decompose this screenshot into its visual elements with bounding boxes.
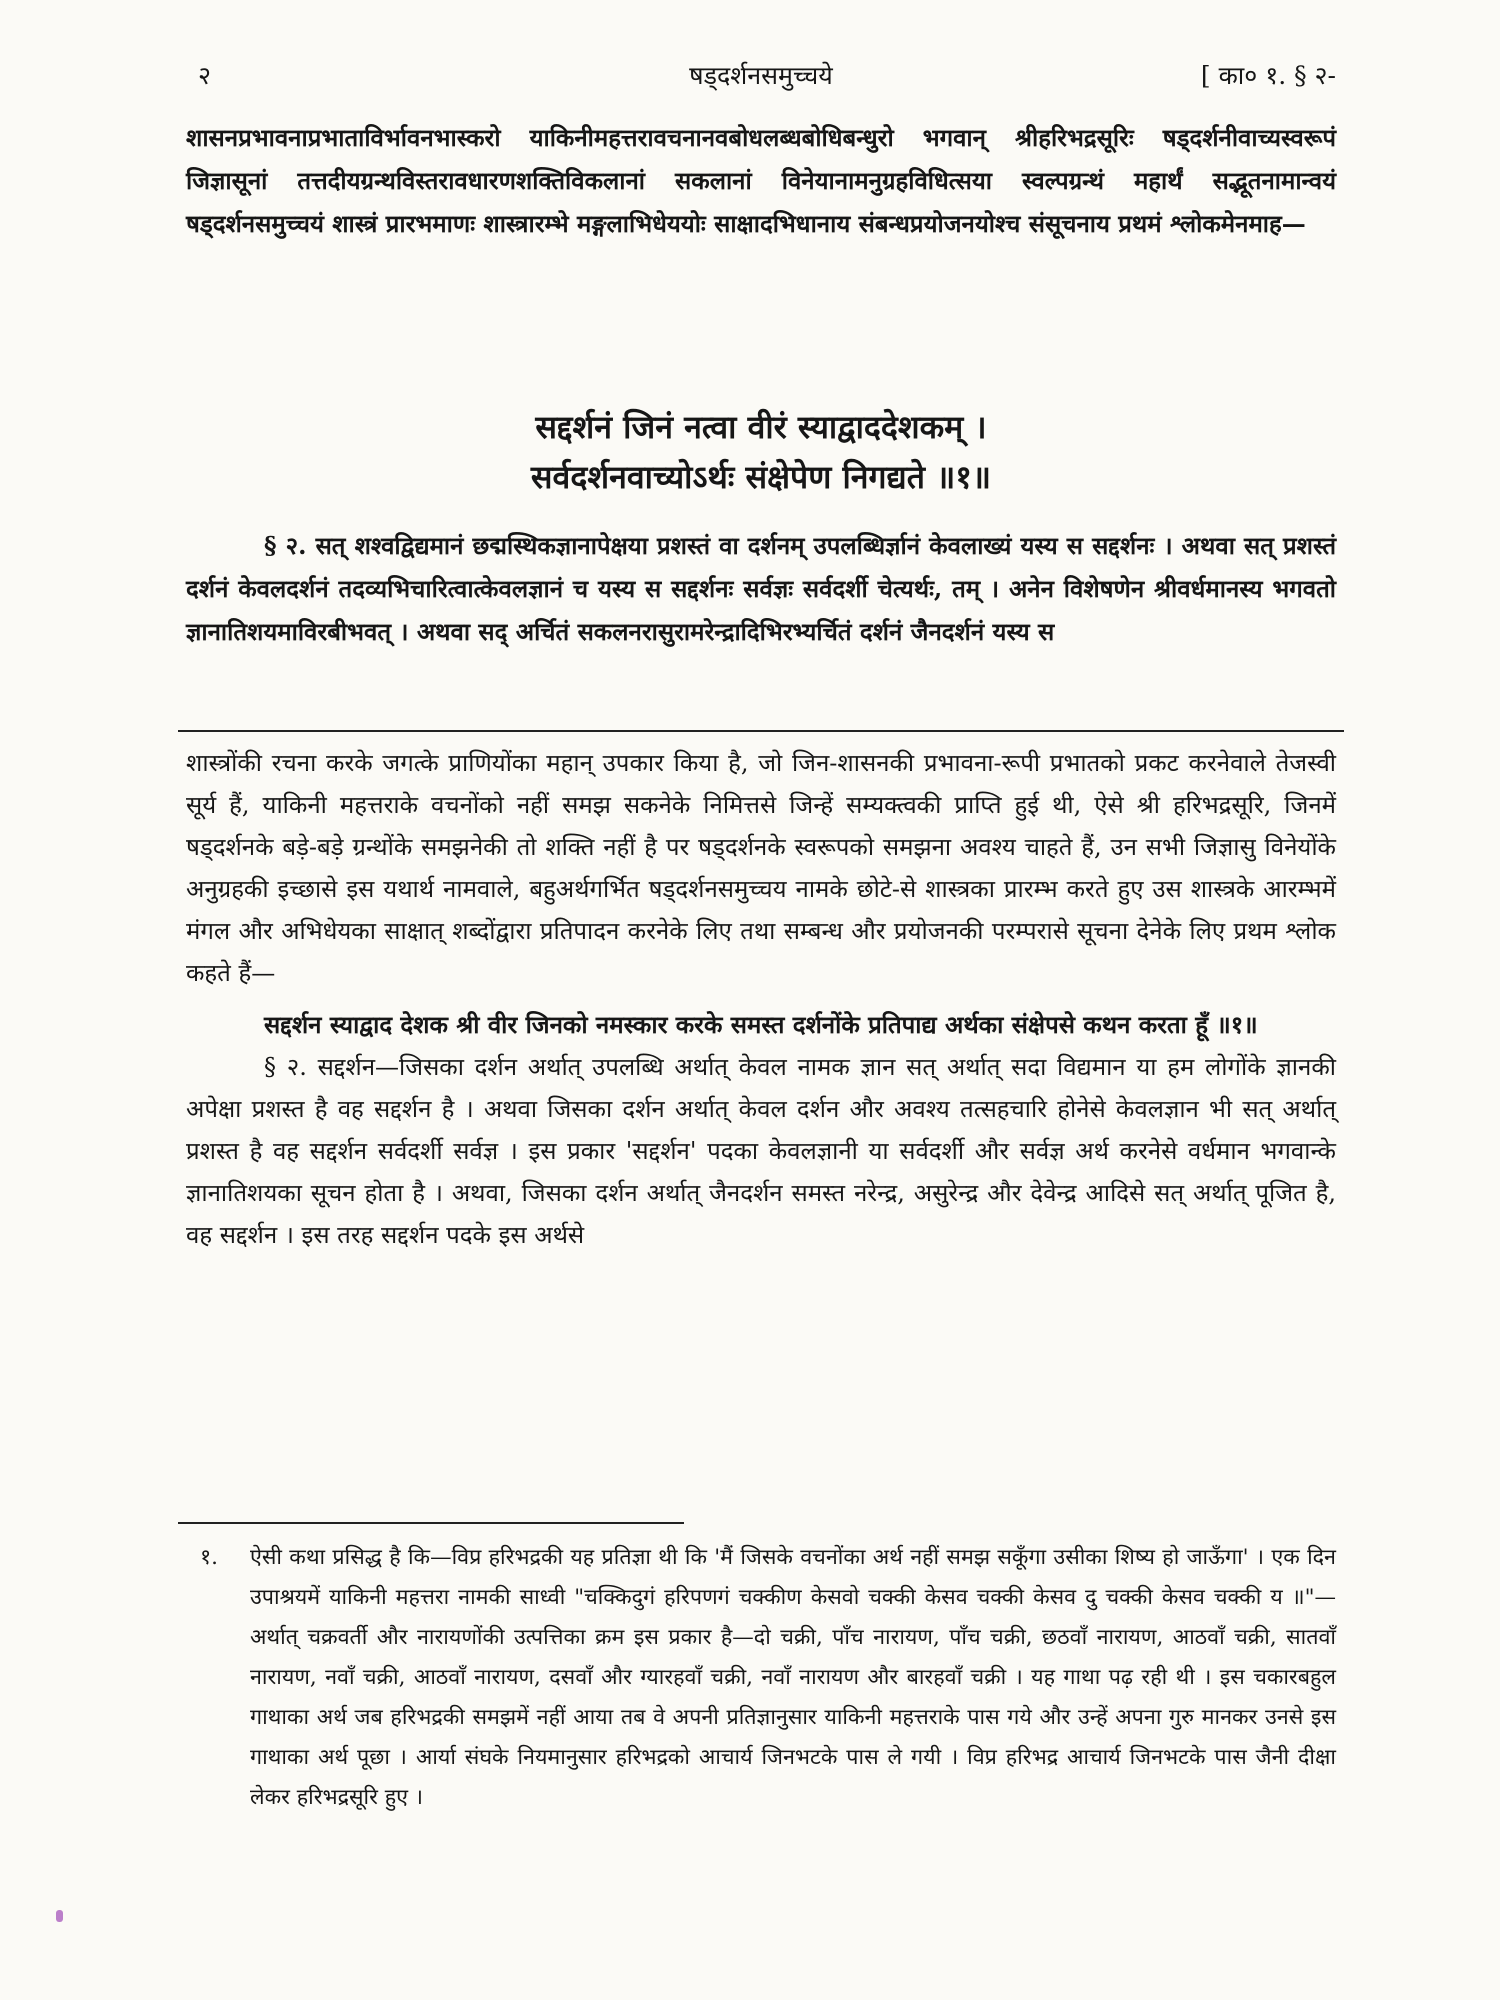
hindi-paragraph-1: शास्त्रोंकी रचना करके जगत्के प्राणियोंका महान् उपकार किया है, जो जिन-शासनकी प्रभावना-रूपी प्रभातको प्रकट करनेवाले तेजस्वी सूर्य हैं, याकिनी महत्तराके वचनोंको नहीं समझ सकनेके निमित्तसे जिन्हें सम्यक्त्वकी प्राप्ति हुई थी, ऐसे श्री हरिभद्रसूरि, जिनमें षड्दर्शनके बड़े-बड़े ग्रन्थोंके समझनेकी तो शक्ति नहीं है पर षड्दर्शनके स्वरूपको समझना अवश्य चाहते हैं, उन सभी जिज्ञासु विनेयोंके अनुग्रहकी इच्छासे इस यथार्थ नामवाले, बहुअर्थगर्भित षड्दर्शनसमुच्चय नामके छोटे-से शास्त्रका प्रारम्भ करते हुए उस शास्त्रके आरम्भमें मंगल और अभिधेयका साक्षात् शब्दोंद्वारा प्रतिपादन करनेके लिए तथा सम्बन्ध और प्रयोजनकी परम्परासे सूचना देनेके लिए प्रथम श्लोक कहते हैं— [186, 749, 1336, 987]
hindi-paragraph-2: § २. सद्दर्शन—जिसका दर्शन अर्थात् उपलब्धि अर्थात् केवल नामक ज्ञान सत् अर्थात् सदा विद्यमान या हम लोगोंके ज्ञानकी अपेक्षा प्रशस्त है वह सद्दर्शन है । अथवा जिसका दर्शन अर्थात् केवल दर्शन और अवश्य तत्सहचारि होनेसे केवलज्ञान भी सत् अर्थात् प्रशस्त है वह सद्दर्शन सर्वदर्शी सर्वज्ञ । इस प्रकार 'सद्दर्शन' पदका केवलज्ञानी या सर्वदर्शी और सर्वज्ञ अर्थ करनेसे वर्धमान भगवान्के ज्ञानातिशयका सूचन होता है । अथवा, जिसका दर्शन अर्थात् जैनदर्शन समस्त नरेन्द्र, असुरेन्द्र और देवेन्द्र आदिसे सत् अर्थात् पूजित है, वह सद्दर्शन । इस तरह सद्दर्शन पदके इस अर्थसे [186, 1053, 1336, 1249]
footnote [186, 1538, 1336, 1818]
text-divider [178, 730, 1344, 732]
sanskrit-introduction: शासनप्रभावनाप्रभाताविर्भावनभास्करो याकिनीमहत्तरावचनानवबोधलब्धबोधिबन्धुरो भगवान् श्रीहरिभद्रसूरिः षड्दर्शनीवाच्यस्वरूपं जिज्ञासूनां तत्तदीयग्रन्थविस्तरावधारणशक्तिविकलानां सकलानां विनेयानामनुग्रहविधित्सया स्वल्पग्रन्थं महार्थं सद्भूतनामान्वयं षड्दर्शनसमुच्चयं शास्त्रं प्रारभमाणः शास्त्रारम्भे मङ्गलाभिधेययोः साक्षादभिधानाय संबन्धप्रयोजनयोश्च संसूचनाय प्रथमं श्लोकमेनमाह— [186, 123, 1336, 238]
page-number: २ [198, 61, 212, 90]
verse-translation: सद्दर्शन स्याद्वाद देशक श्री वीर जिनको नमस्कार करके समस्त दर्शनोंके प्रतिपाद्य अर्थका संक्षेपसे कथन करता हूँ ॥१॥ [264, 1010, 1258, 1039]
verse-line-1: सद्दर्शनं जिनं नत्वा वीरं स्याद्वाददेशकम् । [535, 408, 987, 446]
running-header [186, 58, 1336, 98]
section-reference: [ का० १. § २- [1200, 61, 1336, 90]
hindi-translation [186, 742, 1336, 1256]
verse-block [186, 402, 1336, 502]
running-title: षड्दर्शनसमुच्चये [689, 61, 833, 90]
footnote-divider [178, 1522, 684, 1524]
footnote-text: ऐसी कथा प्रसिद्ध है कि—विप्र हरिभद्रकी यह प्रतिज्ञा थी कि 'मैं जिसके वचनोंका अर्थ नहीं समझ सकूँगा उसीका शिष्य हो जाऊँगा' । एक दिन उपाश्रयमें याकिनी महत्तरा नामकी साध्वी "चक्किदुगं हरिपणगं चक्कीण केसवो चक्की केसव चक्की केसव दु चक्की केसव चक्की य ॥"—अर्थात् चक्रवर्ती और नारायणोंकी उत्पत्तिका क्रम इस प्रकार है—दो चक्री, पाँच नारायण, पाँच चक्री, छठवाँ नारायण, आठवाँ चक्री, सातवाँ नारायण, नवाँ चक्री, आठवाँ नारायण, दसवाँ और ग्यारहवाँ चक्री, नवाँ नारायण और बारहवाँ चक्री । यह गाथा पढ़ रही थी । इस चकारबहुल गाथाका अर्थ जब हरिभद्रकी समझमें नहीं आया तब वे अपनी प्रतिज्ञानुसार याकिनी महत्तराके पास गये और उन्हें अपना गुरु मानकर उनसे इस गाथाका अर्थ पूछा । आर्या संघके नियमानुसार हरिभद्रको आचार्य जिनभटके पास ले गयी । विप्र हरिभद्र आचार्य जिनभटके पास जैनी दीक्षा लेकर हरिभद्रसूरि हुए । [250, 1545, 1336, 1810]
footnote-number: १. [200, 1545, 219, 1570]
verse-line-2: सर्वदर्शनवाच्योऽर्थः संक्षेपेण निगद्यते ॥१॥ [530, 458, 992, 496]
sanskrit-commentary: § २. सत् शश्वद्विद्यमानं छद्मस्थिकज्ञानापेक्षया प्रशस्तं वा दर्शनम् उपलब्धिर्ज्ञानं केवलाख्यं यस्य स सद्दर्शनः । अथवा सत् प्रशस्तं दर्शनं केवलदर्शनं तदव्यभिचारित्वात्केवलज्ञानं च यस्य स सद्दर्शनः सर्वज्ञः सर्वदर्शी चेत्यर्थः, तम् । अनेन विशेषणेन श्रीवर्धमानस्य भगवतो ज्ञानातिशयमाविरबीभवत् । अथवा सद् अर्चितं सकलनरासुरामरेन्द्रादिभिरभ्यर्चितं दर्शनं जैनदर्शनं यस्य स [186, 531, 1336, 646]
ink-mark [56, 1910, 63, 1922]
